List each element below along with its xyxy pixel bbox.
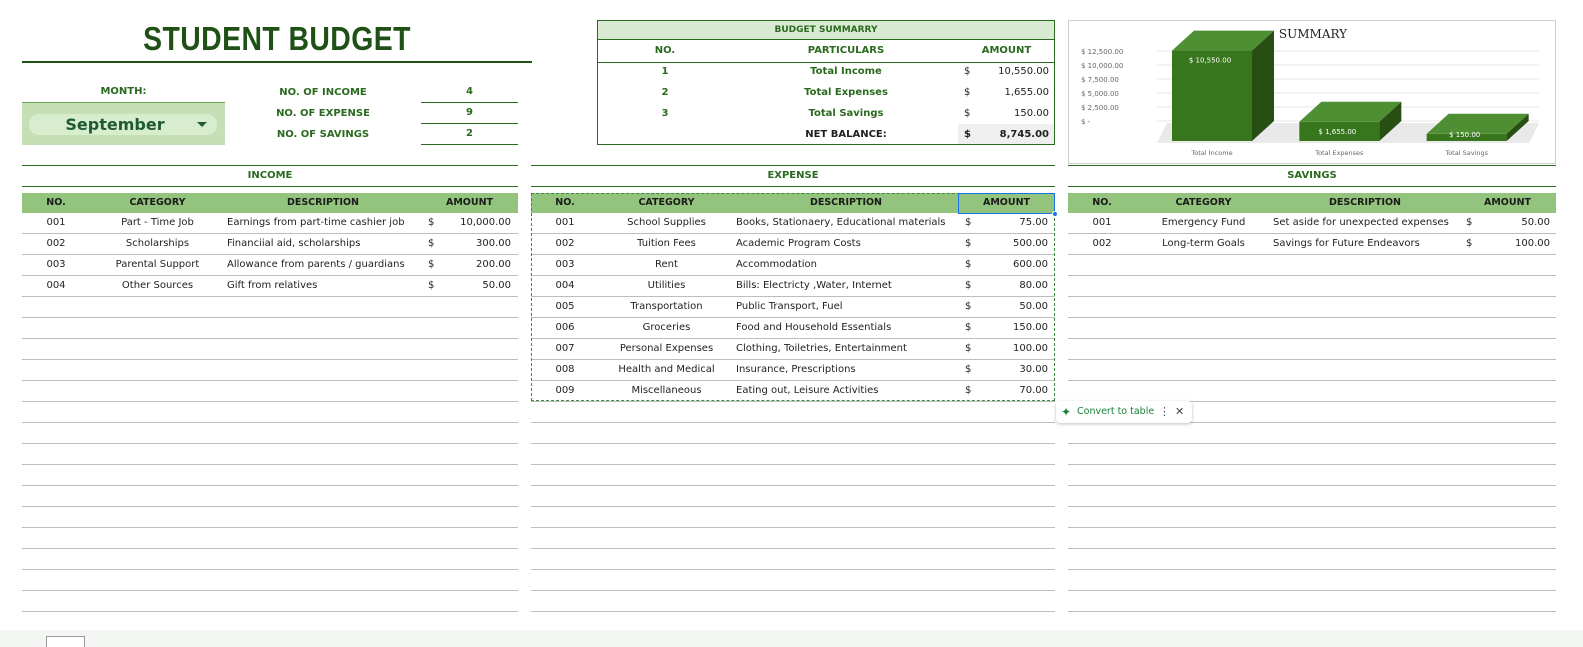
table-row[interactable] (531, 360, 1055, 381)
chart-bar[interactable] (1172, 31, 1274, 141)
data-label: $ 1,655.00 (1318, 127, 1357, 136)
cell-category: School Supplies (627, 217, 706, 228)
cell-description: Accommodation (736, 259, 818, 270)
cell-amount: 80.00 (1019, 280, 1048, 291)
net-balance-label: NET BALANCE: (805, 129, 887, 140)
count-savings-row (255, 124, 520, 145)
month-dropdown[interactable] (29, 114, 217, 135)
cell-dollar: $ (428, 238, 435, 249)
summary-dollar: $ (964, 87, 971, 98)
table-row[interactable] (22, 213, 518, 234)
table-row[interactable] (531, 549, 1055, 570)
cell-category: Personal Expenses (619, 343, 714, 354)
cell-description: Clothing, Toiletries, Entertainment (736, 343, 907, 354)
cell-no: 002 (46, 238, 66, 249)
cell-dollar: $ (965, 385, 972, 396)
cell-dollar: $ (965, 301, 972, 312)
cell-amount: 150.00 (1013, 322, 1048, 333)
cell-no: 005 (555, 301, 575, 312)
table-row[interactable] (22, 465, 518, 486)
table-row[interactable] (22, 591, 518, 612)
savings-table-header (1068, 193, 1556, 213)
income-table-header (22, 193, 518, 213)
month-label: MONTH: (100, 86, 147, 97)
cell-dollar: $ (965, 364, 972, 375)
column-header-no[interactable]: NO. (46, 197, 66, 208)
cell-category: Transportation (630, 301, 703, 312)
y-tick-label: $ 2,500.00 (1081, 104, 1119, 112)
table-row[interactable] (531, 423, 1055, 444)
table-row[interactable] (531, 318, 1055, 339)
cell-amount: 50.00 (482, 280, 511, 291)
column-header-description[interactable]: DESCRIPTION (809, 197, 883, 208)
y-tick-label: $ 5,000.00 (1081, 90, 1119, 98)
cell-amount: 100.00 (1515, 238, 1550, 249)
cell-category: Emergency Fund (1161, 217, 1246, 228)
savings-section-title: SAVINGS (1068, 165, 1556, 187)
cell-description: Bills: Electricty ,Water, Internet (736, 280, 892, 291)
table-row[interactable] (22, 570, 518, 591)
summary-particular: Total Expenses (804, 87, 888, 98)
table-row[interactable] (531, 528, 1055, 549)
cell-description: Public Transport, Fuel (736, 301, 843, 312)
table-row[interactable] (531, 570, 1055, 591)
table-row[interactable] (22, 318, 518, 339)
summary-no: 1 (661, 66, 669, 77)
chart-plot (1069, 21, 1557, 165)
table-row[interactable] (1068, 318, 1556, 339)
chart-title: SUMMARY (1278, 27, 1348, 41)
budget-summary-row[interactable] (597, 82, 1055, 103)
table-row[interactable] (1068, 444, 1556, 465)
income-section-title: INCOME (22, 165, 518, 187)
x-tick-label: Total Income (1191, 149, 1233, 157)
cell-category: Long-term Goals (1162, 238, 1245, 249)
count-income-value[interactable]: 4 (421, 82, 518, 103)
cell-description: Gift from relatives (227, 280, 318, 291)
column-header-amount[interactable]: AMOUNT (982, 197, 1031, 208)
table-row[interactable] (1068, 339, 1556, 360)
cell-dollar: $ (965, 322, 972, 333)
cell-amount: 300.00 (476, 238, 511, 249)
cell-amount: 100.00 (1013, 343, 1048, 354)
cell-dollar: $ (428, 280, 435, 291)
table-row[interactable] (22, 444, 518, 465)
cell-no: 001 (46, 217, 66, 228)
count-income-label: NO. OF INCOME (279, 87, 367, 98)
cell-dollar: $ (965, 280, 972, 291)
table-row[interactable] (1068, 486, 1556, 507)
column-header-amount[interactable]: AMOUNT (1483, 197, 1532, 208)
table-row[interactable] (1068, 213, 1556, 234)
cell-no: 002 (1092, 238, 1112, 249)
summary-dollar: $ (964, 108, 971, 119)
table-row[interactable] (531, 507, 1055, 528)
summary-no: 2 (661, 87, 669, 98)
table-row[interactable] (22, 507, 518, 528)
table-row[interactable] (1068, 276, 1556, 297)
cell-no: 001 (1092, 217, 1112, 228)
sheet-tab-bar (0, 630, 1583, 647)
cell-dollar: $ (1466, 217, 1473, 228)
cell-amount: 50.00 (1019, 301, 1048, 312)
cell-category: Scholarships (125, 238, 190, 249)
fill-handle[interactable] (1052, 211, 1058, 217)
cell-no: 008 (555, 364, 575, 375)
column-header-particulars[interactable]: PARTICULARS (807, 45, 885, 56)
column-header-category[interactable]: CATEGORY (1175, 197, 1232, 208)
table-row[interactable] (22, 360, 518, 381)
table-row[interactable] (1068, 465, 1556, 486)
cell-description: Books, Stationaery, Educational materials (736, 217, 946, 228)
column-header-amount[interactable]: AMOUNT (981, 45, 1032, 56)
table-row[interactable] (531, 276, 1055, 297)
count-income-row (255, 82, 520, 103)
table-row[interactable] (531, 465, 1055, 486)
column-header-no[interactable]: NO. (654, 45, 676, 56)
table-row[interactable] (1068, 234, 1556, 255)
cell-dollar: $ (428, 217, 435, 228)
summary-no: 3 (661, 108, 669, 119)
table-row[interactable] (1068, 549, 1556, 570)
summary-amount: 10,550.00 (998, 66, 1049, 77)
net-balance-dollar: $ (964, 129, 971, 140)
table-row[interactable] (531, 234, 1055, 255)
month-cell[interactable] (22, 102, 225, 145)
cell-amount: 50.00 (1521, 217, 1550, 228)
cell-amount: 200.00 (476, 259, 511, 270)
cell-no: 003 (46, 259, 66, 270)
cell-dollar: $ (965, 217, 972, 228)
table-row[interactable] (1068, 528, 1556, 549)
count-savings-label: NO. OF SAVINGS (276, 129, 370, 140)
table-row[interactable] (1068, 570, 1556, 591)
table-row[interactable] (1068, 423, 1556, 444)
summary-particular: Total Income (810, 66, 882, 77)
cell-category: Health and Medical (618, 364, 715, 375)
table-row[interactable] (531, 213, 1055, 234)
table-row[interactable] (531, 402, 1055, 423)
data-label: $ 10,550.00 (1188, 56, 1232, 65)
count-expense-label: NO. OF EXPENSE (276, 108, 370, 119)
summary-amount: 1,655.00 (1004, 87, 1049, 98)
cell-amount: 30.00 (1019, 364, 1048, 375)
active-cell-outline[interactable] (958, 193, 1055, 214)
table-row[interactable] (531, 381, 1055, 402)
budget-summary (597, 20, 1055, 140)
cell-category: Tuition Fees (637, 238, 696, 249)
table-row[interactable] (22, 234, 518, 255)
table-row[interactable] (1068, 255, 1556, 276)
cell-description: Insurance, Prescriptions (736, 364, 856, 375)
table-row[interactable] (531, 297, 1055, 318)
cell-description: Academic Program Costs (736, 238, 861, 249)
cell-no: 002 (555, 238, 575, 249)
cell-dollar: $ (965, 259, 972, 270)
expense-section-title: EXPENSE (531, 165, 1055, 187)
table-row[interactable] (531, 486, 1055, 507)
cell-dollar: $ (965, 343, 972, 354)
table-row[interactable] (22, 381, 518, 402)
cell-amount: 10,000.00 (460, 217, 511, 228)
table-row[interactable] (1068, 297, 1556, 318)
cell-no: 003 (555, 259, 575, 270)
cell-no: 004 (555, 280, 575, 291)
convert-to-table-button[interactable]: Convert to table (1077, 406, 1155, 417)
cell-description: Eating out, Leisure Activities (736, 385, 879, 396)
table-row[interactable] (1068, 591, 1556, 612)
cell-category: Miscellaneous (631, 385, 702, 396)
column-header-description[interactable]: DESCRIPTION (286, 197, 360, 208)
title-underline (22, 61, 532, 63)
table-row[interactable] (22, 339, 518, 360)
summary-dollar: $ (964, 66, 971, 77)
month-value: September (65, 115, 165, 134)
sheet-tab[interactable] (46, 636, 85, 647)
net-balance-row[interactable] (597, 124, 1055, 145)
column-header-category[interactable]: CATEGORY (129, 197, 186, 208)
cell-no: 004 (46, 280, 66, 291)
y-tick-label: $ 12,500.00 (1081, 48, 1124, 56)
table-row[interactable] (531, 444, 1055, 465)
cell-description: Allowance from parents / guardians (227, 259, 405, 270)
table-row[interactable] (22, 486, 518, 507)
cell-description: Food and Household Essentials (736, 322, 892, 333)
cell-category: Rent (655, 259, 678, 270)
table-row[interactable] (22, 528, 518, 549)
table-row[interactable] (1068, 360, 1556, 381)
cell-amount: 600.00 (1013, 259, 1048, 270)
cell-description: Set aside for unexpected expenses (1273, 217, 1449, 228)
table-row[interactable] (531, 255, 1055, 276)
table-row[interactable] (22, 549, 518, 570)
cell-no: 001 (555, 217, 575, 228)
cell-no: 006 (555, 322, 575, 333)
budget-summary-row[interactable] (597, 103, 1055, 124)
more-options-icon[interactable]: ⋮ (1159, 405, 1170, 418)
y-tick-label: $ 7,500.00 (1081, 76, 1119, 84)
table-row[interactable] (1068, 507, 1556, 528)
budget-summary-header: BUDGET SUMMARRY (597, 20, 1055, 40)
cell-description: Savings for Future Endeavors (1273, 238, 1420, 249)
cell-dollar: $ (1466, 238, 1473, 249)
summary-particular: Total Savings (808, 108, 884, 119)
x-tick-label: Total Savings (1445, 149, 1488, 157)
chevron-down-icon[interactable] (197, 122, 207, 127)
column-header-amount[interactable]: AMOUNT (445, 197, 494, 208)
cell-category: Utilities (647, 280, 686, 291)
summary-amount: 150.00 (1014, 108, 1049, 119)
column-header-category[interactable]: CATEGORY (638, 197, 695, 208)
y-tick-label: $ 10,000.00 (1081, 62, 1124, 70)
x-tick-label: Total Expenses (1315, 149, 1364, 157)
cell-amount: 500.00 (1013, 238, 1048, 249)
count-expense-row (255, 103, 520, 124)
table-row[interactable] (531, 339, 1055, 360)
cell-amount: 75.00 (1019, 217, 1048, 228)
cell-no: 009 (555, 385, 575, 396)
cell-description: Financiial aid, scholarships (227, 238, 361, 249)
page-title: STUDENT BUDGET (143, 20, 411, 57)
count-savings-value[interactable]: 2 (421, 124, 518, 145)
budget-summary-columns (597, 40, 1055, 61)
close-icon[interactable]: ✕ (1175, 405, 1185, 418)
cell-category: Other Sources (121, 280, 194, 291)
column-header-no[interactable]: NO. (1092, 197, 1112, 208)
table-row[interactable] (22, 402, 518, 423)
cell-no: 007 (555, 343, 575, 354)
cell-amount: 70.00 (1019, 385, 1048, 396)
table-row[interactable] (1068, 381, 1556, 402)
summary-chart[interactable] (1068, 20, 1556, 164)
convert-to-table-chip[interactable] (1056, 401, 1192, 423)
cell-category: Groceries (642, 322, 691, 333)
net-balance-amount: 8,745.00 (999, 129, 1049, 140)
column-header-no[interactable]: NO. (555, 197, 575, 208)
sparkle-icon: ✦ (1061, 405, 1072, 419)
data-label: $ 150.00 (1449, 131, 1481, 139)
cell-dollar: $ (428, 259, 435, 270)
cell-category: Part - Time Job (121, 217, 194, 228)
table-row[interactable] (22, 423, 518, 444)
count-expense-value[interactable]: 9 (421, 103, 518, 124)
table-row[interactable] (22, 276, 518, 297)
budget-summary-row[interactable] (597, 61, 1055, 82)
cell-category: Parental Support (115, 259, 200, 270)
table-row[interactable] (22, 255, 518, 276)
cell-description: Earnings from part-time cashier job (227, 217, 405, 228)
table-row[interactable] (22, 297, 518, 318)
y-tick-label: $ - (1081, 118, 1091, 126)
table-row[interactable] (531, 591, 1055, 612)
column-header-description[interactable]: DESCRIPTION (1328, 197, 1402, 208)
cell-dollar: $ (965, 238, 972, 249)
